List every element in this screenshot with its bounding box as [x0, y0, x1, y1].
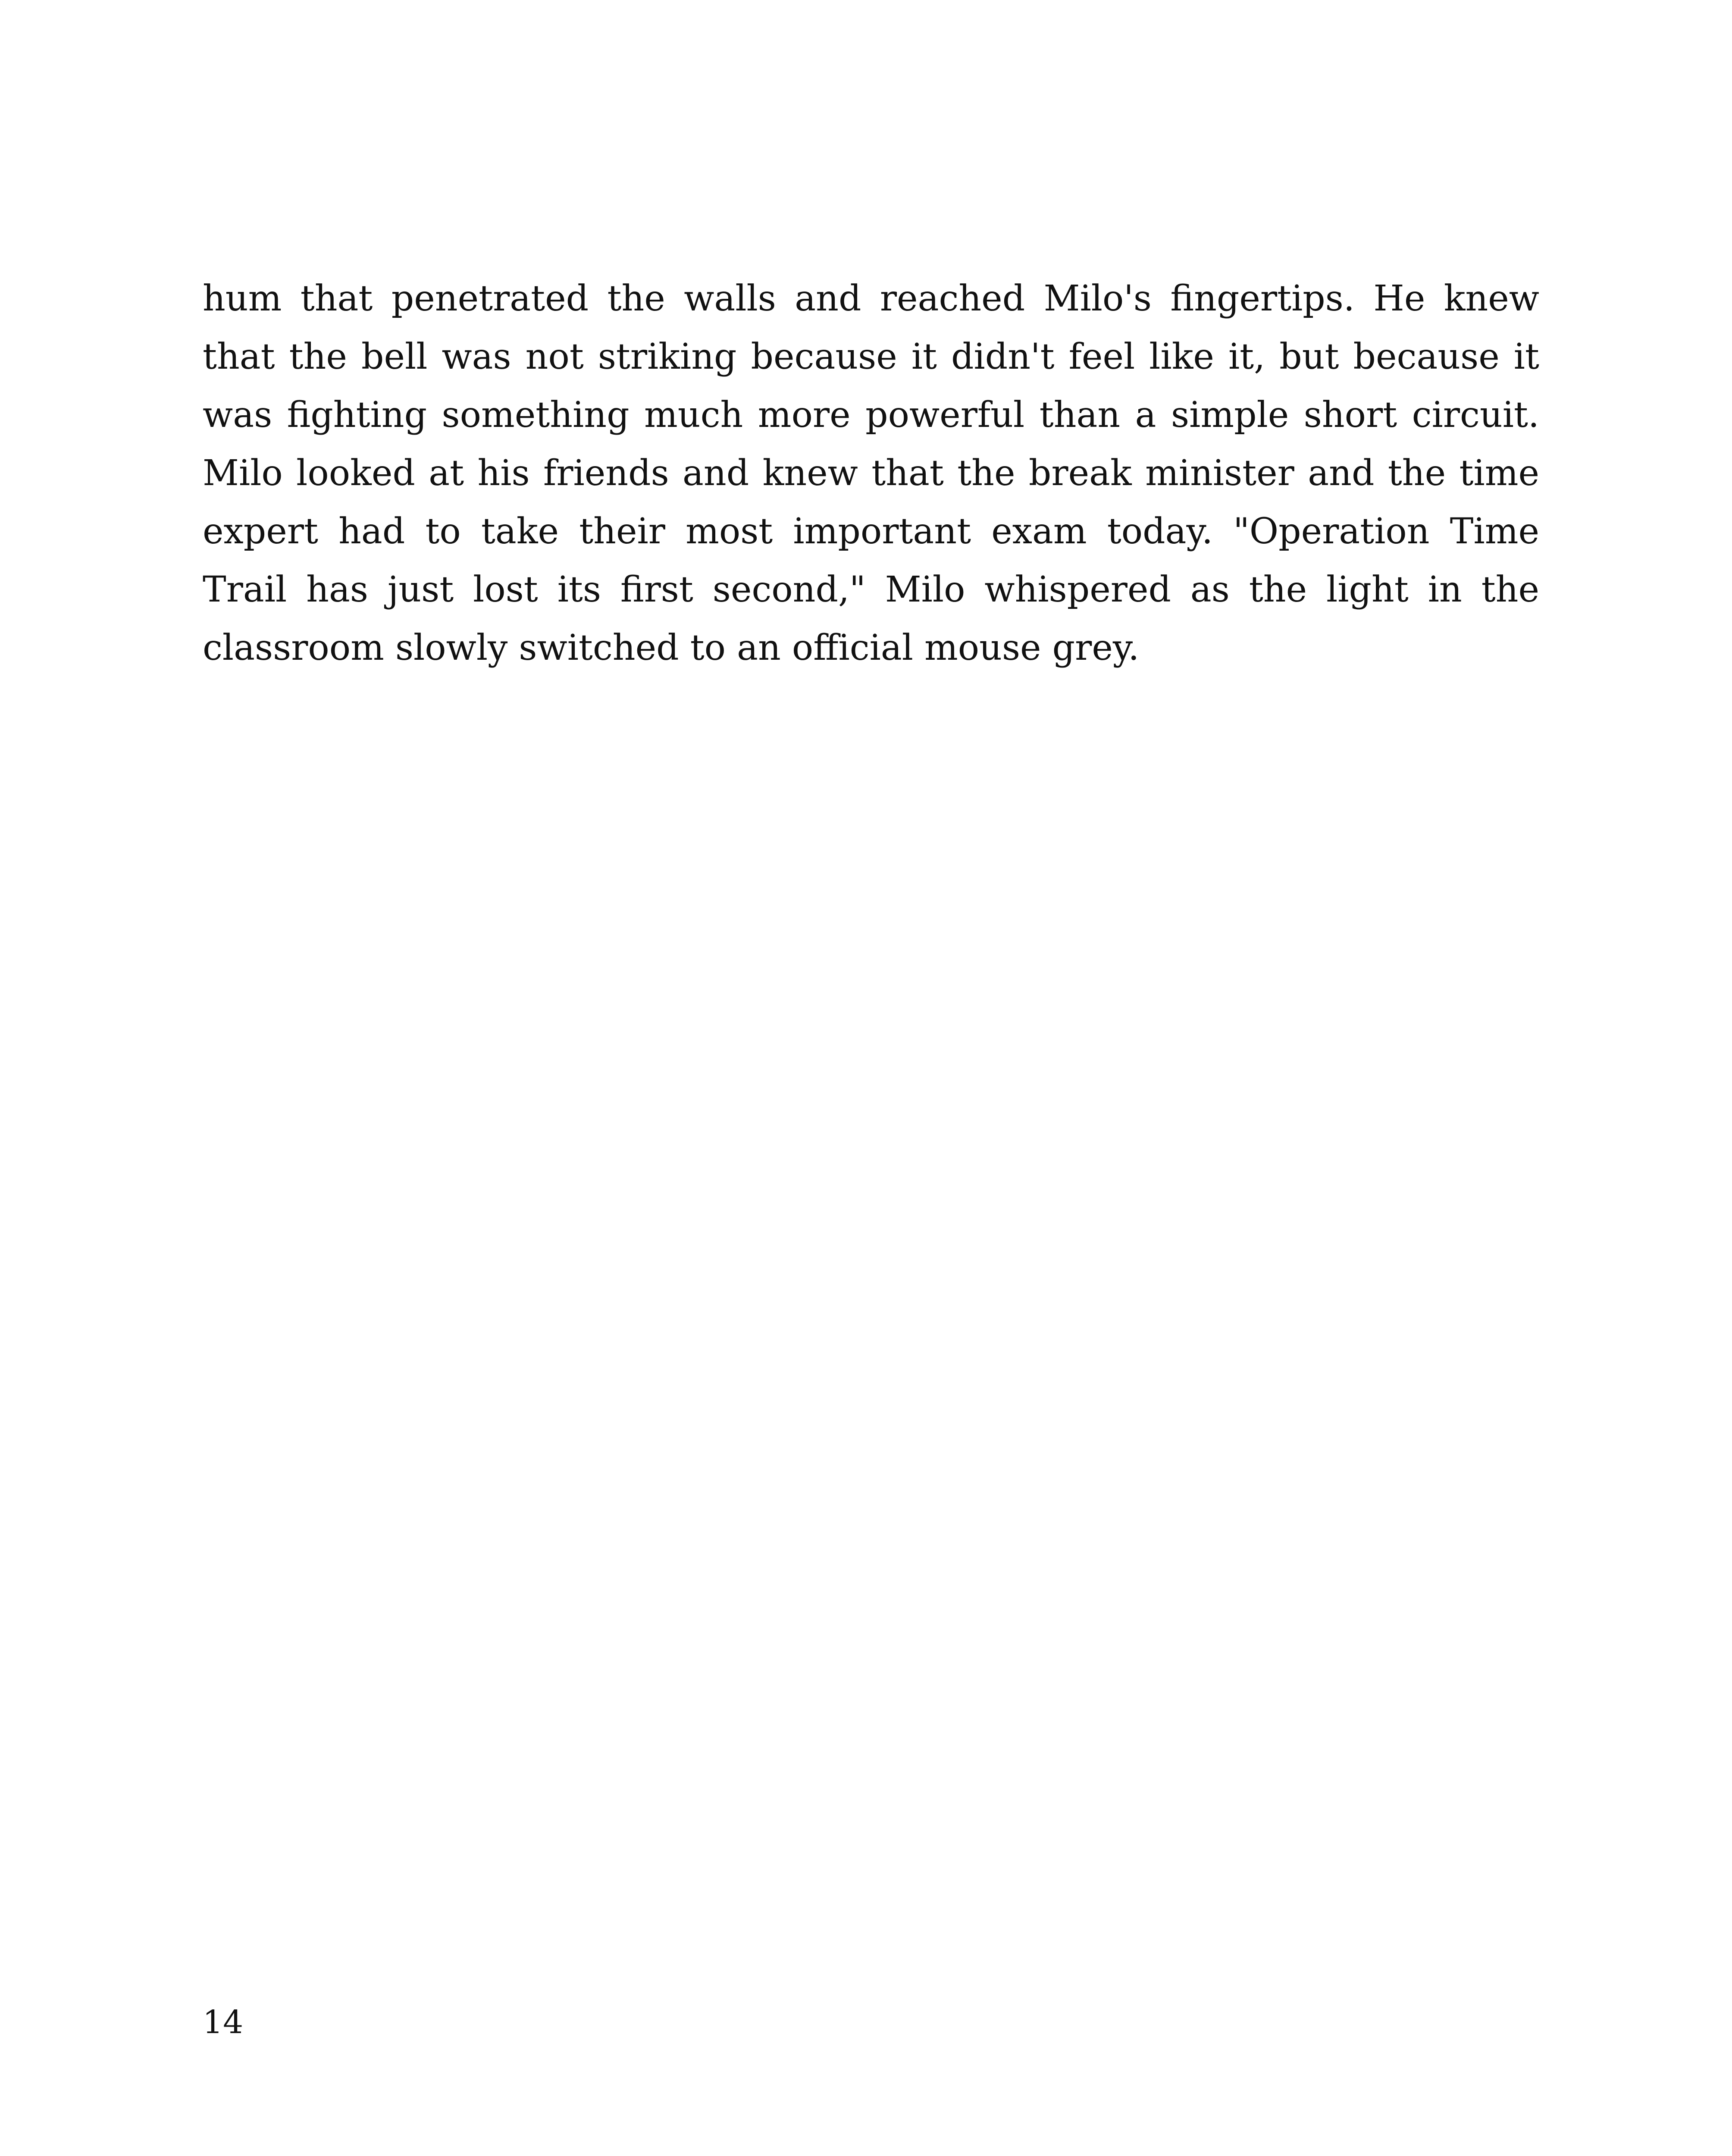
body-paragraph: hum that penetrated the walls and reached Milo's fingertips. He knew that the bell was not striking because it didn't feel like it, but because it was fighting something much more powerful than a simple short circuit. Milo looked at his friends and knew that the break minister and the time expert had to take their most important exam today. "Operation Time Trail has just lost its first second," Milo whispered as the light in the classroom slowly switched to an official mouse grey.: [203, 278, 1539, 668]
page-number: 14: [203, 2004, 244, 2041]
